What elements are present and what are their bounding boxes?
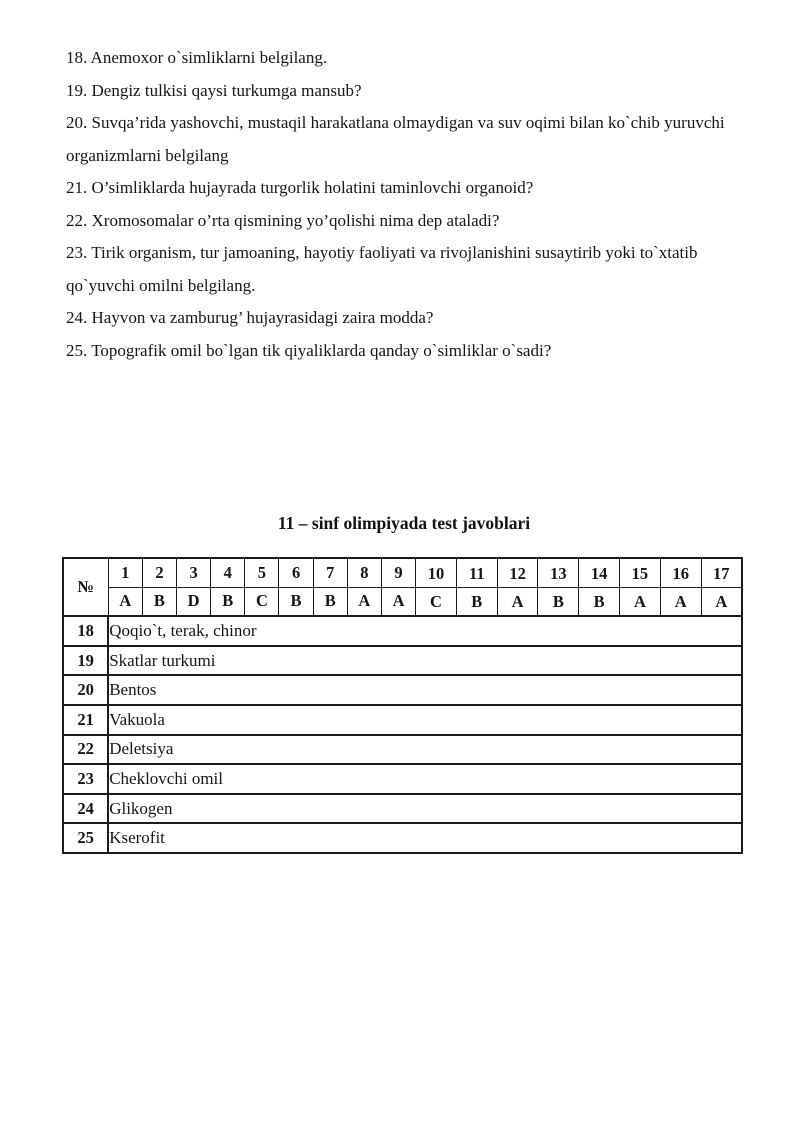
question-number-cell	[108, 558, 142, 587]
question-number-cell-label: 17	[713, 563, 730, 583]
row-number-cell-label: 20	[77, 680, 94, 700]
answer-letter-cell-label: A	[358, 591, 371, 611]
question-number-cell	[456, 558, 497, 587]
question-number-cell	[416, 558, 457, 587]
question-number-cell	[313, 558, 347, 587]
row-number-cell-label: 21	[77, 709, 94, 729]
answer-row	[63, 823, 742, 853]
row-answer-cell	[108, 764, 742, 794]
row-number-cell-label: 24	[77, 798, 94, 818]
row-answer-cell-label: Vakuola	[109, 709, 165, 729]
question-number-cell-label: 11	[468, 563, 485, 583]
row-answer-cell	[108, 675, 742, 705]
row-number-cell	[63, 823, 108, 853]
row-number-cell	[63, 705, 108, 735]
answer-letter-cell	[279, 587, 313, 616]
row-answer-cell-label: Bentos	[109, 680, 157, 700]
row-answer-cell	[108, 616, 742, 646]
row-answer-cell	[108, 735, 742, 765]
question-number-cell-label: 13	[550, 563, 567, 583]
question-number-cell-label: 4	[223, 562, 232, 582]
answer-row	[63, 794, 742, 824]
question-number-cell-label: 16	[672, 563, 689, 583]
answer-letter-cell-label: A	[511, 592, 524, 612]
row-number-cell	[63, 794, 108, 824]
answer-letter-cell-label: B	[222, 591, 234, 611]
row-answer-cell	[108, 646, 742, 676]
question-20: 20. Suvqa’rida yashovchi, mustaqil harakatlana olmaydigan va suv oqimi bilan ko`chib yuruvchi organizmlarni belgilang	[66, 113, 725, 165]
answer-letter-cell-label: B	[153, 591, 165, 611]
answer-letter-cell	[245, 587, 279, 616]
question-number-cell-label: 3	[189, 562, 198, 582]
question-number-cell	[538, 558, 579, 587]
answer-letter-cell-label: B	[552, 592, 564, 612]
question-number-cell	[142, 558, 176, 587]
question-number-cell-label: 5	[257, 562, 267, 582]
question-number-cell	[245, 558, 279, 587]
question-number-cell	[620, 558, 661, 587]
row-answer-cell-label: Skatlar turkumi	[109, 650, 216, 670]
row-number-cell-label: 19	[77, 650, 94, 670]
table-corner-cell-label: №	[77, 577, 95, 597]
answer-letter-cell	[211, 587, 245, 616]
answer-letter-cell-label: D	[187, 591, 200, 611]
row-number-cell-label: 18	[77, 620, 94, 640]
answer-letter-cell	[108, 587, 142, 616]
answer-letter-cell-label: B	[593, 592, 605, 612]
answer-letter-cell	[579, 587, 620, 616]
question-number-cell-label: 1	[121, 562, 130, 582]
question-number-cell-label: 14	[590, 563, 608, 583]
answer-letter-cell-label: B	[471, 592, 483, 612]
question-number-cell-label: 12	[509, 563, 526, 583]
answer-row	[63, 735, 742, 765]
answers-table-body	[63, 558, 742, 853]
row-answer-cell-label: Kserofit	[109, 828, 165, 848]
question-21: 21. O’simliklarda hujayrada turgorlik holatini taminlovchi organoid?	[66, 178, 534, 197]
answer-letter-cell	[177, 587, 211, 616]
answer-letter-cell-label: A	[119, 591, 132, 611]
row-number-cell-label: 25	[77, 828, 94, 848]
question-22: 22. Xromosomalar o’rta qismining yo’qolishi nima dep ataladi?	[66, 210, 500, 230]
question-24: 24. Hayvon va zamburug’ hujayrasidagi zaira modda?	[66, 308, 434, 327]
header-number-row	[63, 558, 742, 587]
answer-letter-cell-label: C	[430, 592, 442, 612]
answer-letter-cell-label: A	[392, 591, 405, 611]
row-answer-cell-label: Qoqio`t, terak, chinor	[109, 620, 257, 640]
question-23: 23. Tirik organism, tur jamoaning, hayotiy faoliyati va rivojlanishini susaytirib yoki to`xtatib qo`yuvchi omilni belgilang.	[66, 243, 698, 295]
question-number-cell	[660, 558, 701, 587]
question-number-cell	[381, 558, 415, 587]
answer-letter-cell	[538, 587, 579, 616]
answer-letter-cell	[660, 587, 701, 616]
answer-letter-cell	[313, 587, 347, 616]
answer-letter-cell	[620, 587, 661, 616]
question-number-cell	[177, 558, 211, 587]
answer-row	[63, 705, 742, 735]
answer-letter-cell	[381, 587, 415, 616]
answer-letter-cell	[456, 587, 497, 616]
answer-letter-cell-label: B	[290, 591, 302, 611]
question-number-cell-label: 7	[326, 562, 335, 582]
row-answer-cell-label: Deletsiya	[109, 739, 174, 759]
question-18: 18. Anemoxor o`simliklarni belgilang.	[66, 48, 328, 67]
answer-letter-cell	[701, 587, 742, 616]
row-number-cell-label: 22	[77, 739, 94, 759]
answers-table	[62, 557, 743, 854]
row-answer-cell	[108, 823, 742, 853]
row-answer-cell-label: Glikogen	[109, 798, 173, 818]
header-letter-row	[63, 587, 742, 616]
question-number-cell	[211, 558, 245, 587]
question-number-cell	[579, 558, 620, 587]
answer-letter-cell	[347, 587, 381, 616]
question-number-cell	[497, 558, 538, 587]
question-19: 19. Dengiz tulkisi qaysi turkumga mansub?	[66, 80, 362, 100]
row-answer-cell	[108, 794, 742, 824]
question-number-cell-label: 8	[360, 562, 369, 582]
row-number-cell	[63, 675, 108, 705]
answer-letter-cell	[416, 587, 457, 616]
row-number-cell-label: 23	[77, 768, 94, 788]
row-number-cell	[63, 735, 108, 765]
question-25: 25. Topografik omil bo`lgan tik qiyaliklarda qanday o`simliklar o`sadi?	[66, 340, 552, 360]
answer-row	[63, 646, 742, 676]
answer-letter-cell-label: B	[324, 591, 336, 611]
question-number-cell-label: 6	[291, 562, 301, 582]
question-number-cell-label: 10	[427, 563, 445, 583]
answers-heading: 11 – sinf olimpiyada test javoblari	[277, 513, 531, 533]
row-number-cell	[63, 646, 108, 676]
question-number-cell	[347, 558, 381, 587]
answer-row	[63, 764, 742, 794]
question-number-cell	[279, 558, 313, 587]
question-number-cell-label: 9	[394, 562, 403, 582]
answer-letter-cell-label: A	[715, 592, 728, 612]
row-answer-cell	[108, 705, 742, 735]
answer-row	[63, 675, 742, 705]
answer-row	[63, 616, 742, 646]
question-number-cell-label: 15	[631, 563, 649, 583]
row-answer-cell-label: Cheklovchi omil	[109, 768, 223, 788]
question-number-cell-label: 2	[155, 562, 164, 582]
answer-letter-cell	[497, 587, 538, 616]
question-number-cell	[701, 558, 742, 587]
row-number-cell	[63, 764, 108, 794]
questions-section	[66, 42, 742, 367]
table-corner-cell	[63, 558, 108, 616]
answer-letter-cell-label: A	[633, 592, 646, 612]
answer-letter-cell	[142, 587, 176, 616]
row-number-cell	[63, 616, 108, 646]
answer-letter-cell-label: C	[255, 591, 268, 611]
answer-letter-cell-label: A	[674, 592, 687, 612]
